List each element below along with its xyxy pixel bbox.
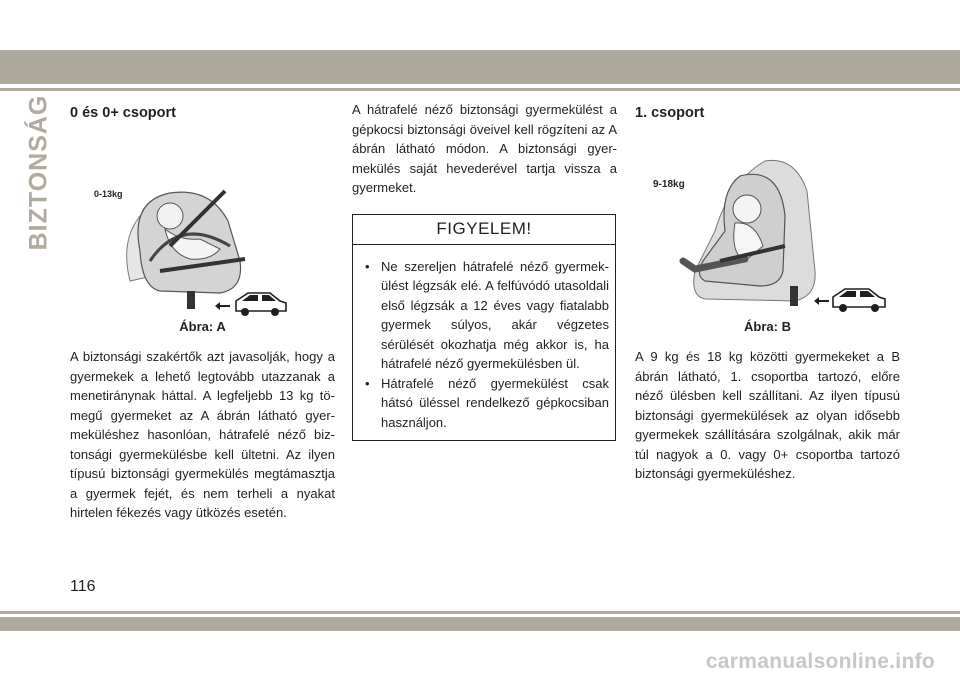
section-label-text: BIZTONSÁG — [24, 94, 53, 251]
belt-buckle — [790, 286, 798, 306]
warning-item: • Hátrafelé néző gyermekülést csak hátsó üléssel rendelkező gépkocsiban használjon. — [361, 374, 609, 433]
paragraph-group-1: A 9 kg és 18 kg közötti gyermekeket a B ábrán látható, 1. csoportba tartozó, előre néző ülésben kell szállítani. Az ilyen típusú biztonsági gyermekülések az olyan idősebb gyermekek szállítására szolgálnak, akik már túl nagyok a 0. vagy 0+ csoportba tartozó biztonsági gyermeküléshez. — [635, 349, 900, 481]
footer-rule — [0, 611, 960, 614]
figure-weight-label: 0-13kg — [94, 189, 123, 199]
footer-band — [0, 617, 960, 631]
heading-group-0: 0 és 0+ csoport — [70, 105, 176, 121]
arrow-head — [814, 297, 819, 305]
warning-box — [352, 214, 616, 442]
car-icon — [236, 293, 286, 316]
figure-weight-label: 9-18kg — [653, 179, 685, 190]
header-band — [0, 50, 960, 84]
column-group-0 — [70, 100, 335, 523]
page-number: 116 — [70, 578, 96, 595]
rear-facing-seat-illustration — [70, 121, 335, 319]
figure-caption-b: Ábra: B — [744, 319, 791, 334]
warning-title: FIGYELEM! — [353, 215, 615, 245]
paragraph-installation: A hátrafelé néző biztonsági gyermekülést a gépkocsi biztonsági öveivel kell rögzíteni az A ábrán látható módon. A biztonsági gyermekülés saját hevederével tartja vissza a gyermeket. — [352, 102, 617, 195]
car-icon — [833, 289, 885, 312]
baby-head — [157, 203, 183, 229]
forward-facing-seat-illustration — [635, 121, 900, 319]
arrow-head — [215, 302, 220, 310]
section-side-label — [22, 94, 56, 251]
warning-item: • Ne szereljen hátrafelé néző gyermekülést légzsák elé. A felfúvódó utasoldali első légzsák a 12 éves vagy fiatalabb gyermek súlyos, akár végzetes sérülését okozhatja még akkor is, ha hátrafelé néző gyermekülésben ül. — [361, 257, 609, 374]
warning-list — [353, 245, 615, 441]
figure-b — [635, 121, 900, 319]
paragraph-group-0: A biztonsági szakértők azt javasolják, hogy a gyermekek a lehető legtovább utazzanak a menetiránynak háttal. A legfeljebb 13 kg tömegű gyermeket az A ábrán látható gyermeküléshez hasonlóan, hátrafelé néző biztonsági gyermekülésbe kell ültetni. Az ilyen típusú biztonsági gyermekülés megtámasztja a gyermek fejét, és nem terheli a nyakat hirtelen fékezés vagy ütközés esetén. — [70, 349, 335, 520]
belt-buckle — [187, 291, 195, 309]
heading-group-1: 1. csoport — [635, 105, 705, 121]
column-installation — [352, 100, 617, 441]
figure-caption-a: Ábra: A — [179, 319, 226, 334]
header-rule — [0, 88, 960, 91]
watermark: carmanualsonline.info — [705, 650, 935, 673]
figure-a — [70, 121, 335, 319]
column-group-1 — [635, 100, 900, 484]
child-head — [733, 195, 761, 223]
